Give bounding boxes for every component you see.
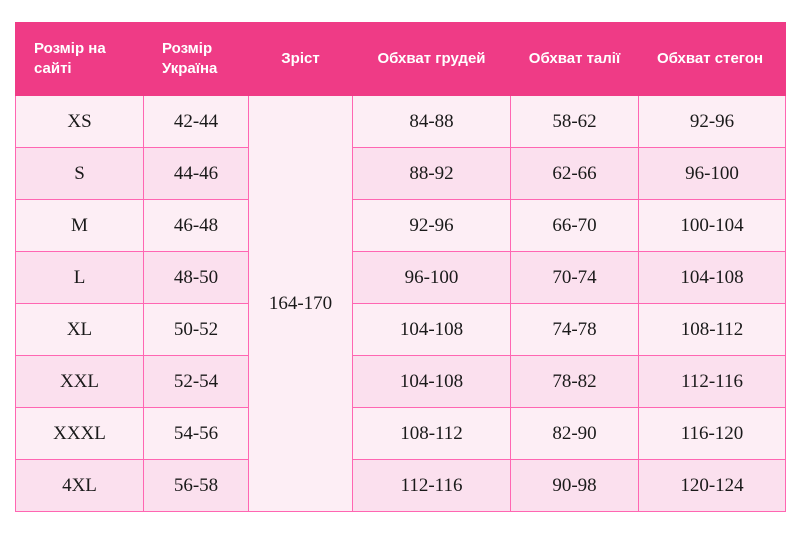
cell-waist: 78-82	[511, 356, 639, 408]
cell-site-size: L	[16, 252, 144, 304]
cell-chest: 84-88	[353, 96, 511, 148]
cell-hips: 116-120	[639, 408, 786, 460]
column-header-chest: Обхват грудей	[353, 23, 511, 96]
cell-height: 164-170	[249, 96, 353, 512]
cell-hips: 108-112	[639, 304, 786, 356]
cell-hips: 112-116	[639, 356, 786, 408]
column-header-site-size: Розмір на сайті	[16, 23, 144, 96]
cell-site-size: XXL	[16, 356, 144, 408]
cell-chest: 96-100	[353, 252, 511, 304]
column-header-ua-size: Розмір Україна	[144, 23, 249, 96]
cell-ua-size: 54-56	[144, 408, 249, 460]
cell-waist: 90-98	[511, 460, 639, 512]
size-chart-container	[15, 22, 785, 512]
cell-waist: 62-66	[511, 148, 639, 200]
cell-ua-size: 46-48	[144, 200, 249, 252]
cell-chest: 104-108	[353, 356, 511, 408]
cell-site-size: XXXL	[16, 408, 144, 460]
cell-waist: 74-78	[511, 304, 639, 356]
cell-ua-size: 42-44	[144, 96, 249, 148]
cell-ua-size: 48-50	[144, 252, 249, 304]
cell-hips: 96-100	[639, 148, 786, 200]
table-row	[16, 408, 786, 460]
cell-site-size: S	[16, 148, 144, 200]
cell-site-size: M	[16, 200, 144, 252]
cell-ua-size: 50-52	[144, 304, 249, 356]
cell-chest: 112-116	[353, 460, 511, 512]
cell-hips: 100-104	[639, 200, 786, 252]
cell-hips: 120-124	[639, 460, 786, 512]
table-body	[16, 96, 786, 512]
cell-site-size: XL	[16, 304, 144, 356]
cell-chest: 108-112	[353, 408, 511, 460]
table-row	[16, 356, 786, 408]
cell-chest: 88-92	[353, 148, 511, 200]
column-header-hips: Обхват стегон	[639, 23, 786, 96]
cell-chest: 92-96	[353, 200, 511, 252]
table-row	[16, 460, 786, 512]
cell-hips: 104-108	[639, 252, 786, 304]
table-row	[16, 252, 786, 304]
cell-site-size: XS	[16, 96, 144, 148]
cell-waist: 66-70	[511, 200, 639, 252]
table-row	[16, 304, 786, 356]
cell-ua-size: 56-58	[144, 460, 249, 512]
cell-chest: 104-108	[353, 304, 511, 356]
cell-ua-size: 44-46	[144, 148, 249, 200]
table-row	[16, 96, 786, 148]
table-row	[16, 200, 786, 252]
cell-waist: 70-74	[511, 252, 639, 304]
column-header-height: Зріст	[249, 23, 353, 96]
cell-ua-size: 52-54	[144, 356, 249, 408]
column-header-waist: Обхват талії	[511, 23, 639, 96]
size-chart-table	[15, 22, 786, 512]
table-header	[16, 23, 786, 96]
cell-waist: 58-62	[511, 96, 639, 148]
cell-waist: 82-90	[511, 408, 639, 460]
table-header-row	[16, 23, 786, 96]
cell-hips: 92-96	[639, 96, 786, 148]
cell-site-size: 4XL	[16, 460, 144, 512]
table-row	[16, 148, 786, 200]
